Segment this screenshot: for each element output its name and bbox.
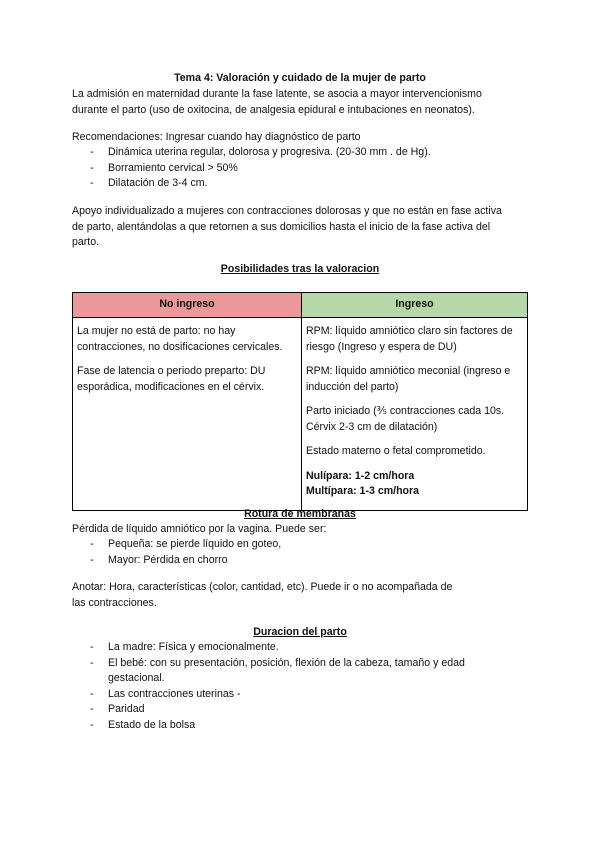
list-dash: - — [90, 718, 94, 731]
rotura-lead: Pérdida de líquido amniótico por la vagina. Puede ser: — [72, 523, 327, 535]
cell-paragraph: RPM: líquido amniótico meconial (ingreso e inducción del parto) — [306, 365, 511, 393]
list-dash: - — [90, 687, 94, 700]
col-header-no-ingreso: No ingreso — [73, 293, 302, 318]
list-item: - Dinámica uterina regular, dolorosa y progresiva. (20-30 mm . de Hg). — [90, 145, 431, 161]
rotura-heading: Rotura de membranas — [244, 508, 356, 520]
document-title: Tema 4: Valoración y cuidado de la mujer de parto — [174, 72, 426, 84]
list-item: - Mayor: Pérdida en chorro — [90, 553, 281, 569]
cell-paragraph: Fase de latencia o periodo preparto: DU esporádica, modificaciones en el cérvix. — [77, 365, 266, 393]
cell-paragraph: La mujer no está de parto: no hay contracciones, no dosificaciones cervicales. — [77, 325, 283, 353]
cell-paragraph: Estado materno o fetal comprometido. — [306, 445, 486, 457]
list-dash: - — [90, 641, 94, 653]
list-item: - Borramiento cervical > 50% — [90, 161, 431, 177]
anotar-paragraph: Anotar: Hora, características (color, cantidad, etc). Puede ir o no acompañada de las contracciones. — [72, 581, 453, 609]
list-dash: - — [90, 656, 94, 669]
apoyo-line: de parto, alentándolas a que retornen a sus domicilios hasta el inicio de la fase activa del — [72, 220, 491, 233]
intro-line: La admisión en maternidad durante la fase latente, se asocia a mayor intervencionismo — [72, 88, 482, 100]
no-ingreso-cell — [73, 318, 302, 511]
intro-line: durante el parto (uso de oxitocina, de analgesia epidural e intubaciones en neonatos). — [72, 103, 475, 116]
list-dash: - — [90, 146, 94, 158]
apoyo-line: parto. — [72, 236, 100, 248]
list-item: - Las contracciones uterinas - — [90, 687, 530, 703]
duracion-list — [90, 640, 530, 733]
col-header-ingreso: Ingreso — [302, 293, 528, 318]
list-dash: - — [90, 177, 94, 189]
list-item: - Estado de la bolsa — [90, 718, 530, 734]
ingreso-cell — [302, 318, 528, 511]
list-item: - La madre: Física y emocionalmente. — [90, 640, 530, 656]
list-item: - Paridad — [90, 702, 530, 718]
cell-paragraph: RPM: líquido amniótico claro sin factores de riesgo (Ingreso y espera de DU) — [306, 325, 513, 353]
list-item: - Pequeña: se pierde líquido en goteo, — [90, 537, 281, 553]
list-dash: - — [90, 553, 94, 566]
apoyo-paragraph — [72, 204, 532, 251]
list-item: - El bebé: con su presentación, posición, flexión de la cabeza, tamaño y edad gestacional. — [90, 656, 465, 684]
posibilidades-table — [72, 292, 528, 511]
list-dash: - — [90, 703, 94, 715]
recomendaciones-lead: Recomendaciones: Ingresar cuando hay diagnóstico de parto — [72, 131, 361, 143]
list-dash: - — [90, 538, 94, 550]
recomendaciones-list — [90, 145, 431, 192]
posibilidades-heading: Posibilidades tras la valoracion — [220, 263, 380, 275]
nulipara-rate: Nulípara: 1-2 cm/hora — [306, 469, 415, 482]
rotura-list — [90, 537, 281, 568]
list-dash: - — [90, 161, 94, 174]
duracion-heading: Duracion del parto — [253, 626, 347, 638]
apoyo-line: Apoyo individualizado a mujeres con contracciones dolorosas y que no están en fase activa — [72, 205, 502, 217]
multipara-rate: Multípara: 1-3 cm/hora — [306, 485, 420, 497]
intro-paragraph — [72, 87, 532, 118]
list-item: - Dilatación de 3-4 cm. — [90, 176, 431, 192]
table-row — [73, 318, 528, 511]
dilatation-rates — [306, 469, 523, 500]
cell-paragraph: Parto iniciado (⅗ contracciones cada 10s. Cérvix 2-3 cm de dilatación) — [306, 405, 505, 433]
table-header-row — [73, 293, 528, 318]
